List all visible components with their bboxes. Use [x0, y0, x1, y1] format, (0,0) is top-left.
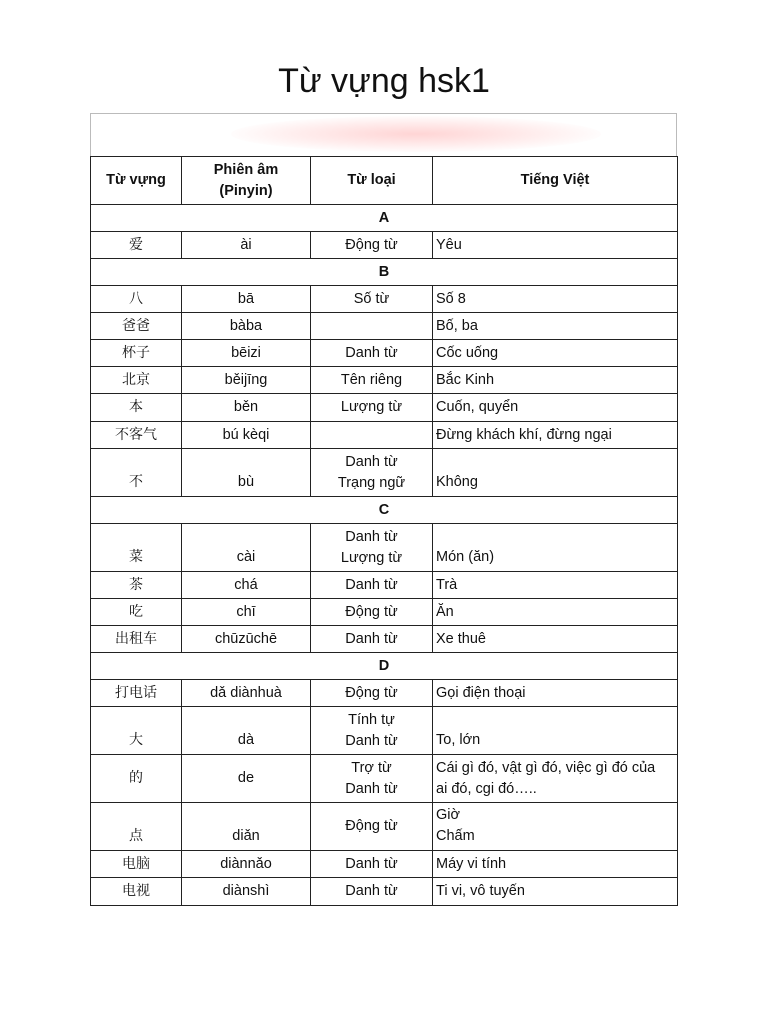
meaning-cell: Bắc Kinh — [433, 367, 678, 394]
pos-line: Trợ từ — [351, 759, 392, 776]
pos-cell — [311, 707, 433, 755]
pinyin-cell: bēizi — [182, 340, 311, 367]
table-row — [91, 286, 678, 313]
pinyin-cell: dà — [182, 707, 311, 755]
word-cell: 本 — [91, 394, 182, 422]
section-letter: D — [91, 653, 678, 680]
table-row — [91, 313, 678, 340]
page-title: Từ vựng hsk1 — [278, 62, 490, 100]
table-row — [91, 524, 678, 572]
word-cell: 电视 — [91, 878, 182, 906]
header-pinyin-line2: (Pinyin) — [219, 182, 273, 199]
section-letter: C — [91, 497, 678, 524]
word-cell: 出租车 — [91, 626, 182, 653]
section-row-a — [91, 205, 678, 232]
header-pinyin — [182, 157, 311, 205]
pinyin-cell: chá — [182, 572, 311, 599]
table-row — [91, 449, 678, 497]
section-letter: B — [91, 259, 678, 286]
pos-cell: Động từ — [311, 599, 433, 626]
pos-cell — [311, 422, 433, 449]
word-cell: 爸爸 — [91, 313, 182, 340]
redaction-smudge — [231, 116, 601, 152]
table-header-row — [91, 157, 678, 205]
pos-cell: Danh từ — [311, 878, 433, 906]
pinyin-cell: běijīng — [182, 367, 311, 394]
meaning-cell: Gọi điện thoại — [433, 680, 678, 707]
pos-line: Danh từ — [345, 528, 398, 545]
meaning-cell: To, lớn — [433, 707, 678, 755]
pos-cell: Động từ — [311, 680, 433, 707]
pinyin-cell: ài — [182, 232, 311, 259]
table-row — [91, 707, 678, 755]
pos-line: Trạng ngữ — [337, 474, 406, 491]
pos-cell — [311, 755, 433, 803]
section-letter: A — [91, 205, 678, 232]
word-cell: 菜 — [91, 524, 182, 572]
table-row — [91, 422, 678, 449]
pos-cell: Danh từ — [311, 851, 433, 878]
table-row — [91, 232, 678, 259]
meaning-cell: Bố, ba — [433, 313, 678, 340]
word-cell: 点 — [91, 803, 182, 851]
table-row — [91, 367, 678, 394]
table-row — [91, 803, 678, 851]
redacted-banner-row — [90, 113, 677, 156]
pinyin-cell: bàba — [182, 313, 311, 340]
table-row — [91, 572, 678, 599]
meaning-cell: Ăn — [433, 599, 678, 626]
word-cell: 打电话 — [91, 680, 182, 707]
meaning-cell: Đừng khách khí, đừng ngại — [433, 422, 678, 449]
pos-cell: Danh từ — [311, 340, 433, 367]
pinyin-cell: bù — [182, 449, 311, 497]
word-cell: 吃 — [91, 599, 182, 626]
meaning-line: Cái gì đó, vật gì đó, việc gì đó của — [436, 759, 656, 776]
section-row-c — [91, 497, 678, 524]
header-pos: Từ loại — [311, 157, 433, 205]
table-row — [91, 755, 678, 803]
meaning-cell — [433, 755, 678, 803]
pinyin-cell: diànnǎo — [182, 851, 311, 878]
pos-cell: Lượng từ — [311, 394, 433, 422]
header-pinyin-line1: Phiên âm — [213, 161, 279, 178]
meaning-cell: Yêu — [433, 232, 678, 259]
pinyin-cell: de — [182, 755, 311, 803]
meaning-cell — [433, 803, 678, 851]
pos-line: Tính tự — [348, 711, 395, 728]
pos-cell — [311, 313, 433, 340]
table-row — [91, 394, 678, 422]
meaning-cell: Ti vi, vô tuyến — [433, 878, 678, 906]
meaning-line: ai đó, cgi đó….. — [436, 780, 537, 797]
section-row-d — [91, 653, 678, 680]
table-row — [91, 680, 678, 707]
pinyin-cell: dǎ diànhuà — [182, 680, 311, 707]
table-row — [91, 599, 678, 626]
pinyin-cell: diànshì — [182, 878, 311, 906]
word-cell: 杯子 — [91, 340, 182, 367]
pos-cell: Số từ — [311, 286, 433, 313]
meaning-cell: Máy vi tính — [433, 851, 678, 878]
vocabulary-table — [90, 156, 678, 906]
word-cell: 不 — [91, 449, 182, 497]
word-cell: 电脑 — [91, 851, 182, 878]
meaning-cell: Không — [433, 449, 678, 497]
table-row — [91, 626, 678, 653]
pinyin-cell: cài — [182, 524, 311, 572]
pos-line: Danh từ — [345, 780, 398, 797]
pinyin-cell: bú kèqi — [182, 422, 311, 449]
pos-cell: Động từ — [311, 803, 433, 851]
pos-cell: Động từ — [311, 232, 433, 259]
table-row — [91, 851, 678, 878]
meaning-cell: Món (ăn) — [433, 524, 678, 572]
pos-cell — [311, 449, 433, 497]
word-cell: 北京 — [91, 367, 182, 394]
header-meaning: Tiếng Việt — [433, 157, 678, 205]
pinyin-cell: chūzūchē — [182, 626, 311, 653]
pos-cell: Tên riêng — [311, 367, 433, 394]
word-cell: 不客气 — [91, 422, 182, 449]
word-cell: 茶 — [91, 572, 182, 599]
word-cell: 的 — [91, 755, 182, 803]
header-word: Từ vựng — [91, 157, 182, 205]
word-cell: 大 — [91, 707, 182, 755]
pinyin-cell: bā — [182, 286, 311, 313]
pos-line: Danh từ — [345, 453, 398, 470]
meaning-cell: Xe thuê — [433, 626, 678, 653]
pos-line: Lượng từ — [340, 549, 403, 566]
meaning-line: Giờ — [436, 807, 461, 823]
word-cell: 爱 — [91, 232, 182, 259]
pinyin-cell: chī — [182, 599, 311, 626]
pinyin-cell: běn — [182, 394, 311, 422]
section-row-b — [91, 259, 678, 286]
pos-cell — [311, 524, 433, 572]
meaning-cell: Số 8 — [433, 286, 678, 313]
meaning-cell: Trà — [433, 572, 678, 599]
meaning-cell: Cốc uống — [433, 340, 678, 367]
pos-line: Danh từ — [345, 732, 398, 749]
pos-cell: Danh từ — [311, 626, 433, 653]
table-row — [91, 340, 678, 367]
meaning-cell: Cuốn, quyển — [433, 394, 678, 422]
pinyin-cell: diǎn — [182, 803, 311, 851]
meaning-line: Chấm — [436, 828, 475, 844]
word-cell: 八 — [91, 286, 182, 313]
pos-cell: Danh từ — [311, 572, 433, 599]
table-row — [91, 878, 678, 906]
